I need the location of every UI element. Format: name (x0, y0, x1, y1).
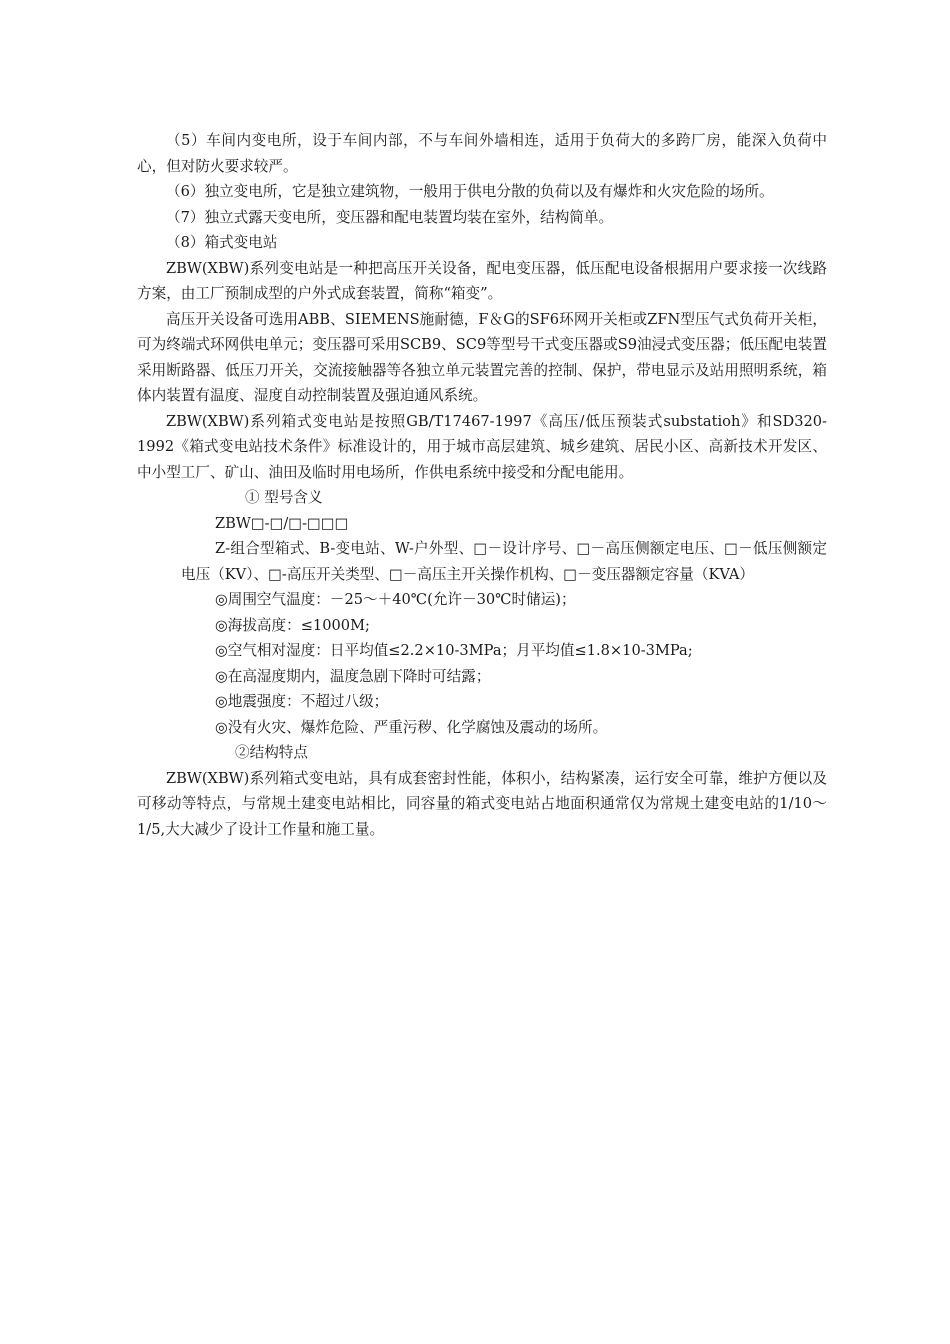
condition-condensation: ◎在高湿度期内，温度急剧下降时可结露； (215, 667, 491, 685)
paragraph-structure-features: ZBW(XBW)系列箱式变电站，具有成套密封性能，体积小，结构紧凑，运行安全可靠，维护方便以及可移动等特点，与常规土建变电站相比，同容量的箱式变电站占地面积通常仅为常规土建变电站的1/10～1/5,大大减少了设计工作量和施工量。 (137, 769, 827, 838)
paragraph-standards: ZBW(XBW)系列箱式变电站是按照GB/T17467-1997《高压/低压预装式substatioh》和SD320-1992《箱式变电站技术条件》标准设计的，用于城市高层建筑、城乡建筑、居民小区、高新技术开发区、中小型工厂、矿山、油田及临时用电场所，作供电系统中接受和分配电能用。 (137, 412, 827, 481)
document-body (137, 128, 827, 842)
subheading-structure-features: ②结构特点 (235, 744, 308, 761)
paragraph-box-substation-heading: （8）箱式变电站 (166, 234, 278, 251)
paragraph-switchgear: 高压开关设备可选用ABB、SIEMENS施耐德，F＆G的SF6环网开关柜或ZFN型压气式负荷开关柜，可为终端式环网供电单元；变压器可采用SCB9、SC9等型号干式变压器或S9油浸式变压器；低压配电装置采用断路器、低压刀开关，交流接触器等各独立单元装置完善的控制、保护，带电显示及站用照明系统，箱体内装置有温度、湿度自动控制装置及强迫通风系统。 (137, 310, 827, 404)
condition-temperature: ◎周围空气温度：－25～＋40℃(允许－30℃时储运)； (215, 591, 576, 608)
condition-environment: ◎没有火灾、爆炸危险、严重污秽、化学腐蚀及震动的场所。 (215, 718, 608, 736)
condition-earthquake: ◎地震强度：不超过八级； (215, 693, 389, 710)
subheading-model-meaning: ① 型号含义 (245, 489, 323, 506)
condition-altitude: ◎海拔高度：≤1000M; (215, 616, 370, 634)
paragraph-outdoor-substation: （7）独立式露天变电所，变压器和配电装置均装在室外，结构简单。 (166, 208, 614, 226)
model-code: ZBW□-□/□-□□□ (215, 514, 349, 532)
paragraph-box-substation-intro: ZBW(XBW)系列变电站是一种把高压开关设备，配电变压器，低压配电设备根据用户要求接一次线路方案，由工厂预制成型的户外式成套装置，简称“箱变”。 (137, 259, 827, 302)
condition-humidity: ◎空气相对湿度：日平均值≤2.2×10-3MPa；月平均值≤1.8×10-3MPa; (215, 642, 693, 659)
paragraph-independent-substation: （6）独立变电所，它是独立建筑物，一般用于供电分散的负荷以及有爆炸和火灾危险的场所。 (166, 183, 774, 200)
model-code-definition: Z-组合型箱式、B-变电站、W-户外型、□－设计序号、□－高压侧额定电压、□－低压侧额定电压（KV）、□-高压开关类型、□－高压主开关操作机构、□－变压器额定容量（KVA） (181, 540, 827, 583)
paragraph-workshop-substation: （5）车间内变电所，设于车间内部，不与车间外墙相连，适用于负荷大的多跨厂房，能深入负荷中心，但对防火要求较严。 (137, 132, 827, 175)
